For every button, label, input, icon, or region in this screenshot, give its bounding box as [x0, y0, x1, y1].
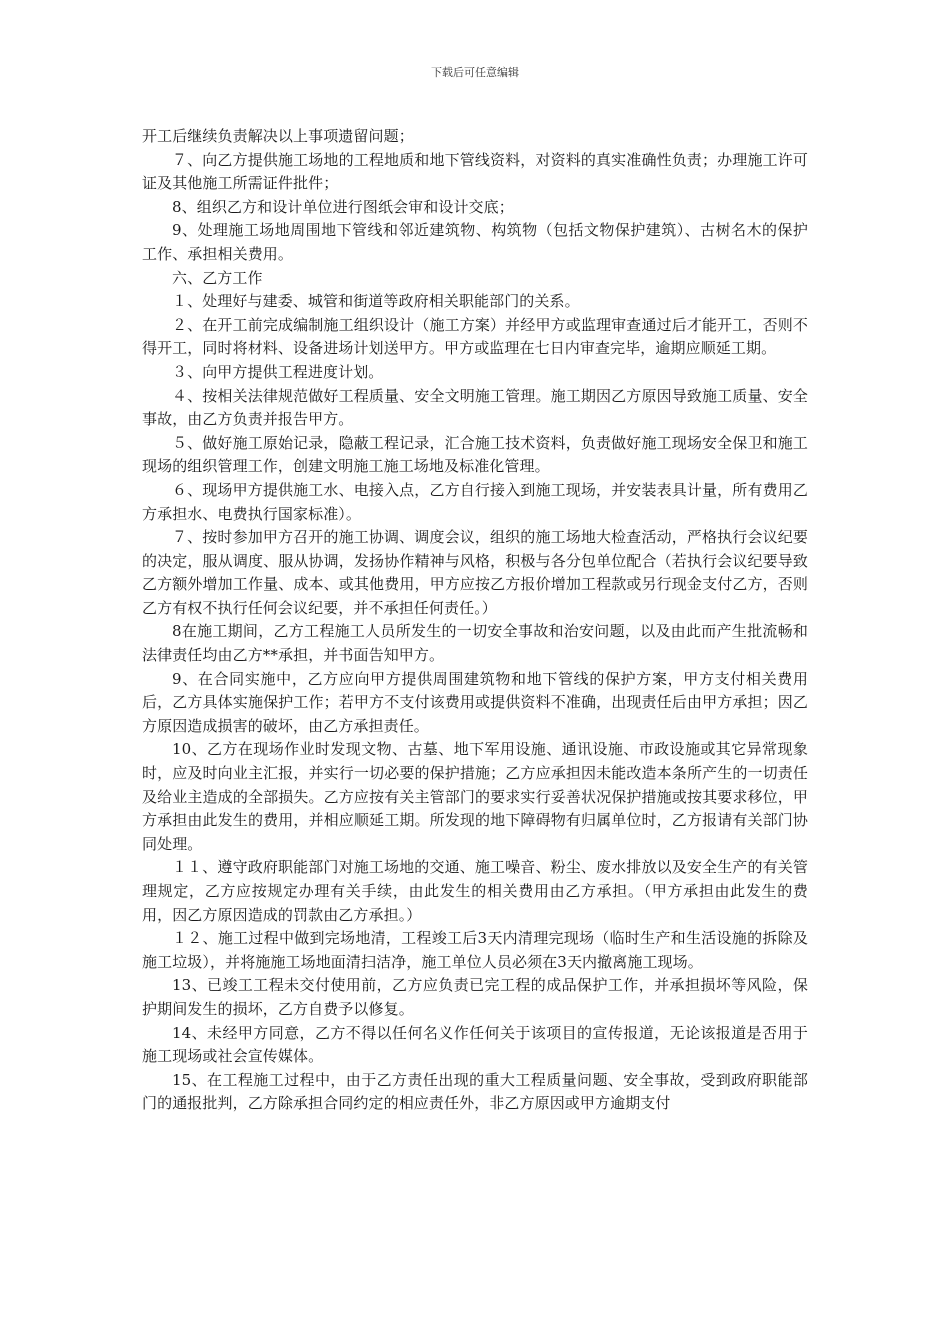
paragraph: 10、乙方在现场作业时发现文物、古墓、地下军用设施、通讯设施、市政设施或其它异常现象时，应及时向业主汇报，并实行一切必要的保护措施；乙方应承担因未能改造本条所产生的一切责任及给业主造成的全部损失。乙方应按有关主管部门的要求实行妥善状况保护措施或按其要求移位，甲方承担由此发生的费用，并相应顺延工期。所发现的地下障碍物有归属单位时，乙方报请有关部门协同处理。: [142, 740, 808, 853]
paragraph: 8、组织乙方和设计单位进行图纸会审和设计交底；: [172, 197, 514, 216]
paragraph: ２、在开工前完成编制施工组织设计（施工方案）并经甲方或监理审查通过后才能开工，否则不得开工，同时将材料、设备进场计划送甲方。甲方或监理在七日内审查完毕，逾期应顺延工期。: [142, 315, 808, 358]
paragraph: １２、施工过程中做到完场地清，工程竣工后3天内清理完现场（临时生产和生活设施的拆除及施工垃圾），并将施施工场地面清扫洁净，施工单位人员必须在3天内撤离施工现场。: [142, 929, 808, 971]
paragraph: 开工后继续负责解决以上事项遗留问题；: [142, 127, 414, 145]
paragraph: ３、向甲方提供工程进度计划。: [172, 362, 384, 381]
paragraph: ５、做好施工原始记录，隐蔽工程记录，汇合施工技术资料，负责做好施工现场安全保卫和施工现场的组织管理工作，创建文明施工施工场地及标准化管理。: [142, 433, 808, 476]
paragraph: ６、现场甲方提供施工水、电接入点，乙方自行接入到施工现场，并安装表具计量，所有费用乙方承担水、电费执行国家标准）。: [142, 480, 808, 523]
paragraph: 9、在合同实施中，乙方应向甲方提供周围建筑物和地下管线的保护方案，甲方支付相关费用后，乙方具体实施保护工作；若甲方不支付该费用或提供资料不准确，出现责任后由甲方承担；因乙方原因造成损害的破坏，由乙方承担责任。: [142, 669, 808, 735]
paragraph: 14、未经甲方同意，乙方不得以任何名义作任何关于该项目的宣传报道，无论该报道是否用于施工现场或社会宣传媒体。: [142, 1023, 808, 1066]
paragraph: 9、处理施工场地周围地下管线和邻近建筑物、构筑物（包括文物保护建筑）、古树名木的保护工作、承担相关费用。: [142, 221, 808, 263]
paragraph: ７、向乙方提供施工场地的工程地质和地下管线资料，对资料的真实准确性负责；办理施工许可证及其他施工所需证件批件；: [142, 150, 808, 193]
paragraph: １、处理好与建委、城管和街道等政府相关职能部门的关系。: [172, 292, 580, 311]
paragraph: 13、已竣工工程未交付使用前，乙方应负责已完工程的成品保护工作，并承担损坏等风险，保护期间发生的损坏，乙方自费予以修复。: [142, 976, 808, 1018]
section-heading: 六、乙方工作: [172, 268, 263, 287]
paragraph: 8在施工期间，乙方工程施工人员所发生的一切安全事故和治安问题，以及由此而产生批流畅和法律责任均由乙方**承担，并书面告知甲方。: [142, 622, 808, 665]
paragraph: ４、按相关法律规范做好工程质量、安全文明施工管理。施工期因乙方原因导致施工质量、安全事故，由乙方负责并报告甲方。: [142, 386, 808, 429]
paragraph: １１、遵守政府职能部门对施工场地的交通、施工噪音、粉尘、废水排放以及安全生产的有关管理规定，乙方应按规定办理有关手续，由此发生的相关费用由乙方承担。（甲方承担由此发生的费用，因乙方原因造成的罚款由乙方承担。）: [142, 858, 808, 924]
page-header: 下载后可任意编辑: [431, 66, 519, 79]
document-body: [142, 125, 808, 1116]
paragraph: ７、按时参加甲方召开的施工协调、调度会议，组织的施工场地大检查活动，严格执行会议纪要的决定，服从调度、服从协调，发扬协作精神与风格，积极与各分包单位配合（若执行会议纪要导致乙方额外增加工作量、成本、或其他费用，甲方应按乙方报价增加工程款或另行现金支付乙方，否则乙方有权不执行任何会议纪要，并不承担任何责任。）: [142, 528, 808, 617]
paragraph: 15、在工程施工过程中，由于乙方责任出现的重大工程质量问题、安全事故，受到政府职能部门的通报批判，乙方除承担合同约定的相应责任外，非乙方原因或甲方逾期支付: [142, 1070, 808, 1113]
